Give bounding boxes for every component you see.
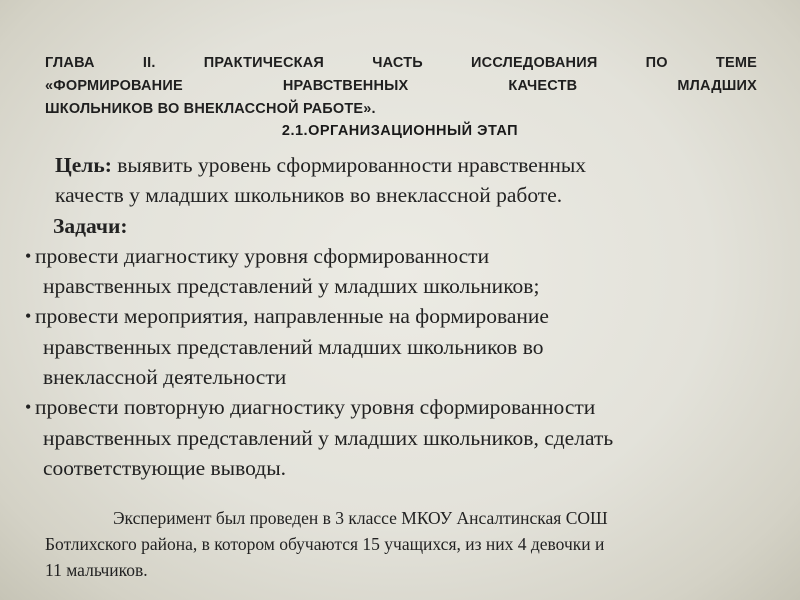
task-line: нравственных представлений у младших школьников;: [43, 274, 540, 299]
list-item: [25, 301, 785, 392]
task-line: провести диагностику уровня сформированности: [35, 243, 490, 268]
goal-paragraph: [25, 150, 785, 180]
tasks-label: Задачи:: [53, 213, 128, 238]
task-line: провести мероприятия, направленные на формирование: [35, 304, 549, 329]
experiment-line-3: 11 мальчиков.: [45, 560, 148, 580]
heading-line-1: ГЛАВА II. ПРАКТИЧЕСКАЯ ЧАСТЬ ИССЛЕДОВАНИЯ ПО ТЕМЕ: [45, 55, 757, 71]
slide-body: [25, 150, 785, 483]
heading-line-3: ШКОЛЬНИКОВ ВО ВНЕКЛАССНОЙ РАБОТЕ».: [45, 101, 376, 117]
bullet-icon: •: [25, 306, 32, 327]
task-line: соответствующие выводы.: [43, 455, 287, 480]
goal-label: Цель:: [55, 153, 112, 177]
goal-text-line-1: выявить уровень сформированности нравственных: [111, 153, 587, 177]
experiment-paragraph: [45, 505, 765, 583]
experiment-text: Эксперимент был проведен в 3 классе МКОУ Ансалтинская СОШ: [113, 508, 608, 528]
list-item: [25, 241, 785, 302]
tasks-list: [25, 241, 785, 483]
list-item: [25, 392, 785, 483]
goal-text-line-2: качеств у младших школьников во внеклассной работе.: [55, 183, 563, 208]
heading-line-2: «ФОРМИРОВАНИЕ НРАВСТВЕННЫХ КАЧЕСТВ МЛАДШИХ: [45, 78, 757, 94]
chapter-heading: [45, 52, 757, 121]
task-line: внеклассной деятельности: [43, 365, 287, 390]
task-line: нравственных представлений у младших школьников, сделать: [43, 425, 614, 450]
task-line: провести повторную диагностику уровня сформированности: [35, 395, 596, 420]
experiment-line-2: Ботлихского района, в котором обучаются 15 учащихся, из них 4 девочки и: [45, 534, 605, 554]
experiment-line-1: [45, 505, 765, 531]
section-subheading: 2.1.ОРГАНИЗАЦИОННЫЙ ЭТАП: [281, 123, 519, 139]
bullet-icon: •: [25, 245, 32, 266]
bullet-icon: •: [25, 397, 32, 418]
task-line: нравственных представлений младших школьников во: [43, 334, 544, 359]
